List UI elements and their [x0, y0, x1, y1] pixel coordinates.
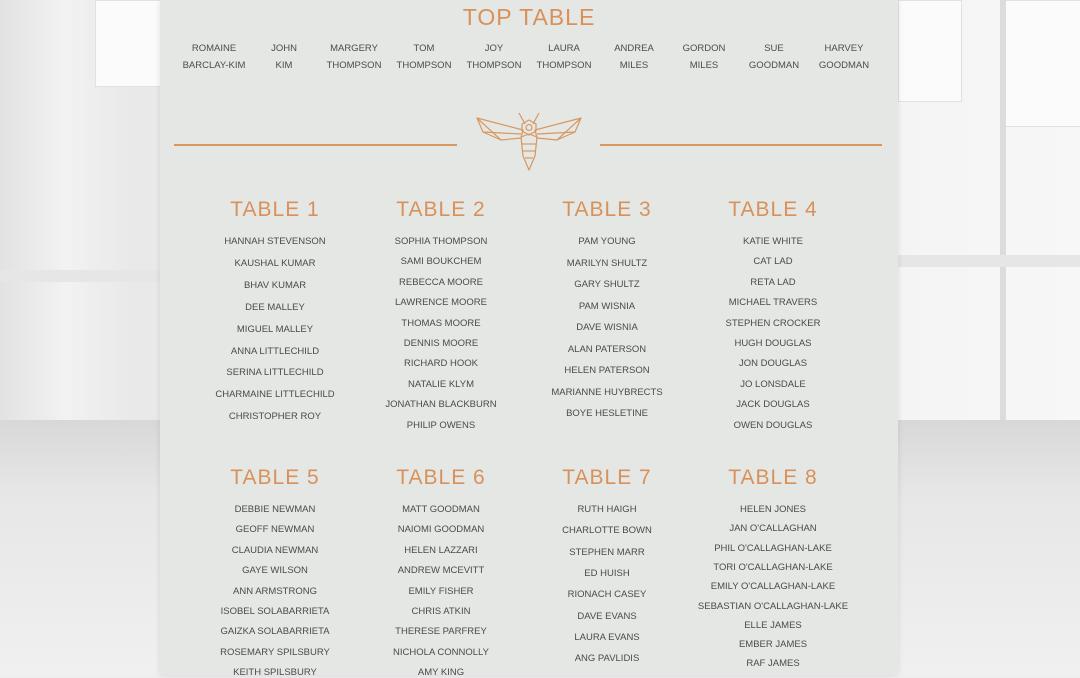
guest-name: MARIANNE HUYBRECTS	[551, 386, 663, 398]
table-1-title: TABLE 1	[230, 198, 320, 221]
guest-name: GARY SHULTZ	[574, 279, 640, 290]
guest-name: ISOBEL SOLABARRIETA	[220, 606, 330, 617]
guest-last-name: THOMPSON	[396, 60, 452, 71]
guest-name: CHRISTOPHER ROY	[228, 411, 322, 423]
guest-name: RIONACH CASEY	[567, 589, 647, 601]
guest-name: PAM WISNIA	[578, 300, 636, 312]
top-table-guests	[160, 40, 898, 76]
guest-first-name: LAURA	[548, 43, 580, 54]
guest-name: STEPHEN CROCKER	[725, 317, 821, 329]
guest-first-name: TOM	[413, 43, 435, 54]
guest-name: STEPHEN MARR	[569, 546, 645, 558]
guest-name: HANNAH STEVENSON	[224, 236, 326, 247]
guest-name: RETA LAD	[750, 276, 796, 288]
guest-name: CAT LAD	[753, 256, 793, 268]
guest-name: RICHARD HOOK	[404, 358, 478, 370]
guest-last-name: BARCLAY-KIM	[182, 60, 246, 71]
guest-name: JAN O'CALLAGHAN	[729, 523, 817, 535]
guest-name: HELEN JONES	[740, 504, 806, 515]
guest-last-name: MILES	[689, 60, 719, 71]
guest-name: GAYE WILSON	[242, 565, 308, 577]
guest-first-name: ANDREA	[614, 43, 654, 54]
table-7-title: TABLE 7	[562, 466, 652, 489]
guest-name: PHIL O'CALLAGHAN-LAKE	[714, 542, 832, 554]
guest-first-name: SUE	[764, 43, 784, 54]
guest-name: SEBASTIAN O'CALLAGHAN-LAKE	[697, 600, 849, 612]
guest-name: MATT GOODMAN	[402, 504, 480, 515]
top-table-title: TOP TABLE	[462, 4, 596, 30]
guest-name: GAIZKA SOLABARRIETA	[220, 626, 330, 638]
guest-name: KAUSHAL KUMAR	[234, 257, 316, 269]
guest-first-name: ROMAINE	[191, 43, 237, 54]
guest-name: MARILYN SHULTZ	[566, 257, 648, 269]
guest-name: KEITH SPILSBURY	[233, 667, 317, 678]
window-pane	[95, 0, 162, 87]
guest-name: CHARLOTTE BOWN	[562, 525, 652, 537]
guest-name: EMILY O'CALLAGHAN-LAKE	[710, 581, 836, 593]
guest-last-name: THOMPSON	[536, 60, 592, 71]
guest-name: ED HUISH	[584, 567, 630, 579]
guest-name: BHAV KUMAR	[243, 279, 307, 291]
guest-first-name: GORDON	[682, 43, 726, 54]
guest-name: JONATHAN BLACKBURN	[385, 399, 497, 411]
window-frame-left	[0, 0, 58, 420]
guest-name: NICHOLA CONNOLLY	[393, 646, 489, 658]
guest-name: PAM YOUNG	[578, 236, 636, 247]
guest-name: OWEN DOUGLAS	[733, 419, 813, 431]
guest-name: TORI O'CALLAGHAN-LAKE	[713, 561, 833, 573]
table-2-title: TABLE 2	[396, 198, 486, 221]
guest-first-name: MARGERY	[330, 43, 378, 54]
guest-name: JACK DOUGLAS	[736, 399, 810, 411]
table-4-title: TABLE 4	[728, 198, 818, 221]
guest-name: ELLE JAMES	[744, 619, 802, 631]
divider-line-left	[174, 144, 457, 146]
guest-name: AMY KING	[417, 667, 465, 678]
guest-name: CHRIS ATKIN	[411, 606, 471, 617]
guest-last-name: GOODMAN	[748, 60, 800, 71]
guest-name: DEBBIE NEWMAN	[234, 504, 316, 515]
top-table-guest	[799, 40, 889, 74]
guest-name: SAMI BOUKCHEM	[400, 256, 482, 268]
guest-name: ANDREW MCEVITT	[397, 565, 485, 577]
table-5-title: TABLE 5	[230, 466, 320, 489]
window-sill	[0, 270, 160, 282]
guest-name: EMBER JAMES	[738, 639, 808, 651]
guest-name: SOPHIA THOMPSON	[394, 236, 488, 247]
guest-name: ALAN PATERSON	[567, 343, 647, 355]
seating-plan-board	[160, 0, 898, 678]
guest-name: EMILY FISHER	[408, 585, 474, 597]
guest-name: ANN ARMSTRONG	[233, 585, 317, 597]
guest-name: BOYE HESLETINE	[566, 408, 648, 419]
guest-name: KATIE WHITE	[743, 236, 803, 247]
guest-name: HELEN PATERSON	[564, 365, 650, 376]
guest-name: DEE MALLEY	[245, 301, 305, 313]
guest-name: HUGH DOUGLAS	[734, 338, 812, 349]
window-frame-right	[1000, 0, 1006, 420]
guest-name: SERINA LITTLECHILD	[226, 367, 324, 379]
divider-line-right	[600, 144, 882, 146]
guest-name: CHARMAINE LITTLECHILD	[215, 389, 335, 401]
guest-name: GEOFF NEWMAN	[235, 524, 315, 536]
guest-first-name: JOHN	[271, 43, 297, 54]
guest-name: THERESE PARFREY	[395, 626, 487, 638]
guest-name: MICHAEL TRAVERS	[728, 297, 818, 309]
guest-name: THOMAS MOORE	[401, 317, 481, 329]
guest-first-name: HARVEY	[824, 43, 864, 54]
table-3-title: TABLE 3	[562, 198, 652, 221]
guest-name: DENNIS MOORE	[403, 338, 479, 349]
window-pane	[898, 0, 962, 102]
guest-name: PHILIP OWENS	[406, 419, 476, 431]
guest-name: RAF JAMES	[746, 658, 800, 670]
guest-name: RUTH HAIGH	[577, 504, 637, 515]
guest-name: DAVE WISNIA	[576, 322, 638, 333]
guest-last-name: GOODMAN	[818, 60, 870, 71]
guest-name: NAIOMI GOODMAN	[397, 524, 485, 536]
bee-icon	[471, 110, 587, 176]
guest-last-name: THOMPSON	[466, 60, 522, 71]
guest-last-name: THOMPSON	[326, 60, 382, 71]
guest-name: ROSEMARY SPILSBURY	[220, 646, 330, 658]
guest-name: HELEN LAZZARI	[404, 544, 478, 556]
guest-name: LAURA EVANS	[574, 631, 640, 643]
guest-name: JO LONSDALE	[740, 378, 806, 390]
guest-name: NATALIE KLYM	[408, 378, 474, 390]
guest-last-name: MILES	[619, 60, 649, 71]
guest-name: MIGUEL MALLEY	[236, 323, 314, 335]
guest-name: JON DOUGLAS	[738, 358, 808, 370]
window-pane	[1002, 0, 1080, 127]
guest-first-name: JOY	[484, 43, 504, 54]
guest-name: ANNA LITTLECHILD	[230, 345, 320, 357]
guest-name: ANG PAVLIDIS	[574, 653, 640, 665]
table-8-title: TABLE 8	[728, 466, 818, 489]
guest-name: LAWRENCE MOORE	[394, 297, 488, 309]
guest-last-name: KIM	[275, 60, 293, 71]
guest-name: REBECCA MOORE	[399, 276, 483, 288]
table-6-title: TABLE 6	[396, 466, 486, 489]
guest-name: DAVE EVANS	[577, 610, 637, 622]
guest-name: CLAUDIA NEWMAN	[231, 544, 319, 556]
window-sill	[898, 255, 1080, 267]
